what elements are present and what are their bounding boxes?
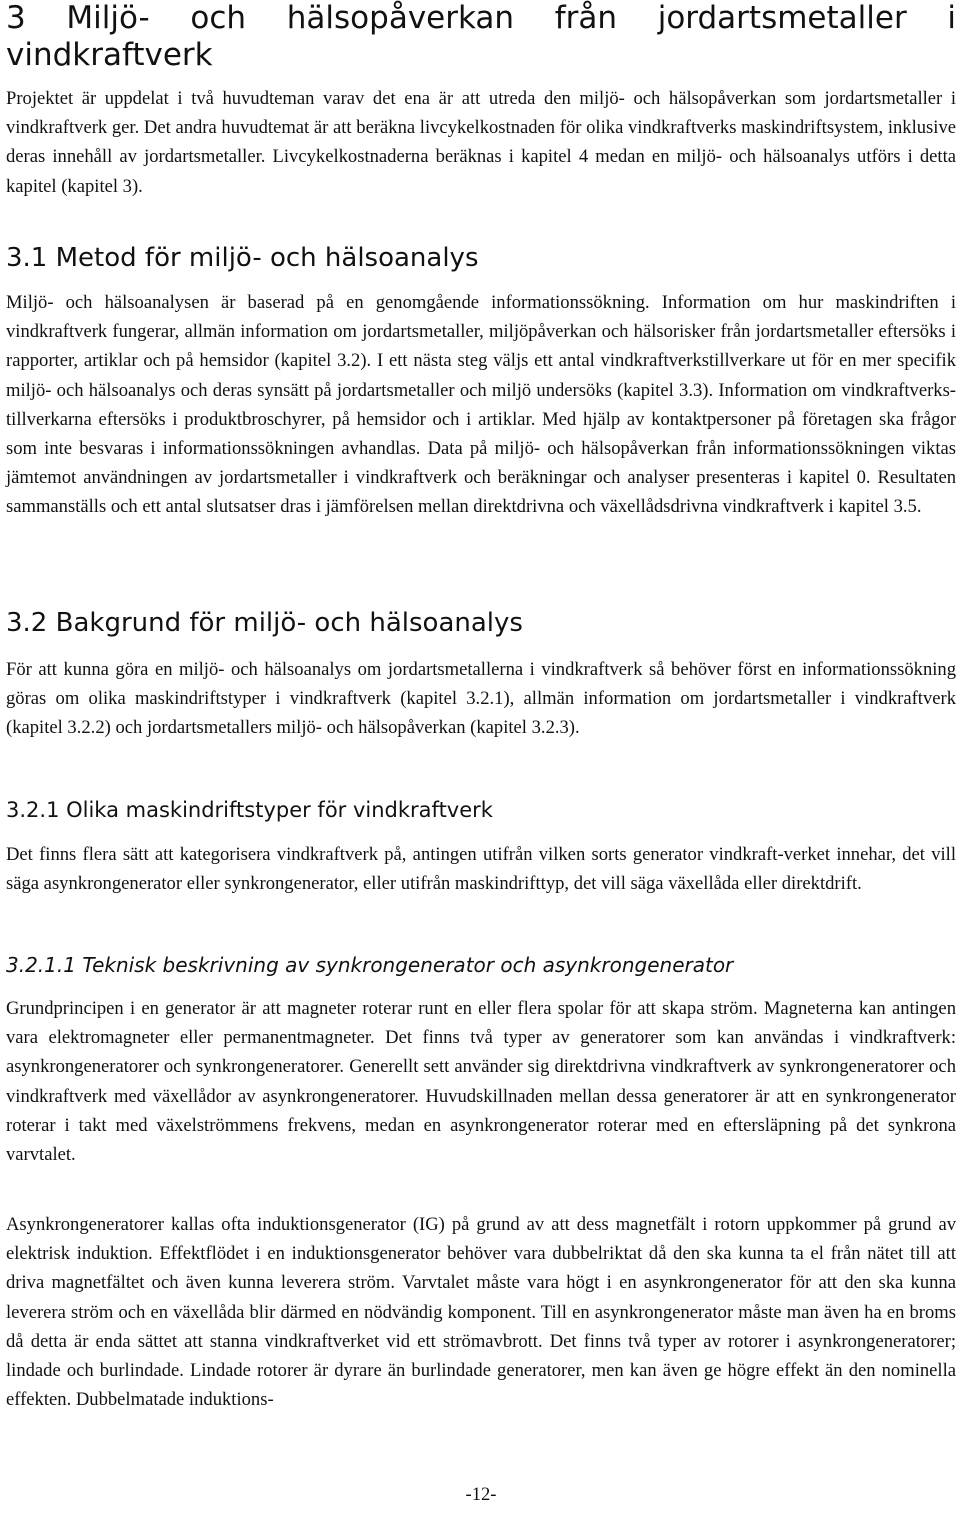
section-3-2-paragraph: För att kunna göra en miljö- och hälsoanalys om jordartsmetallerna i vindkraftverk så behöver först en informationssökning göras om olika maskindriftstyper i vindkraftverk (kapitel 3.2.1), allmän information om jordartsmetaller i vindkraftverk (kapitel 3.2.2) och jordartsmetallers miljö- och hälsopåverkan (kapitel 3.2.3). [6,659,956,739]
section-3-1-paragraph: Miljö- och hälsoanalysen är baserad på en genomgående informationssökning. Information om hur maskindriften i vindkraftverk fungerar, allmän information om jordartsmetaller, miljöpåverkan och hälsorisker från jordartsmetaller eftersöks i rapporter, artiklar och på hemsidor (kapitel 3.2). I ett nästa steg väljs ett antal vindkraftverkstillverkare ut för en mer specifik miljö- och hälsoanalys och deras synsätt på jordartsmetaller och miljö undersöks (kapitel 3.3). Information om vindkraftverks-tillverkarna eftersöks i produktbroschyrer, på hemsidor och i artiklar. Med hjälp av kontaktpersoner på företagen ska frågor som inte besvaras i informationssökningen avhandlas. Data på miljö- och hälsopåverkan från informationssökningen viktas jämtemot användningen av jordartsmetaller i vindkraftverk och beräkningar och analyser presenteras i kapitel 0. Resultaten sammanställs och ett antal slutsatser dras i jämförelsen mellan direktdrivna och växellådsdrivna vindkraftverk i kapitel 3.5. [6,292,956,518]
section-3-2-1-1-paragraph-1: Grundprincipen i en generator är att magneter roterar runt en eller flera spolar för att skapa ström. Magneterna kan antingen vara elektromagneter eller permanentmagneter. Det finns två typer av generatorer som kan användas i vindkraftverk: asynkrongeneratorer och synkrongeneratorer. Generellt sett använder sig direktdrivna vindkraftverk av synkrongeneratorer och vindkraftverk med växellådor av asynkrongeneratorer. Huvudskillnaden mellan dessa generatorer är att en synkrongenerator roterar i takt med växelströmmens frekvens, medan en asynkrongenerator roterar med en eftersläpning på det synkrona varvtalet. [6,998,956,1166]
section-3-2-1-heading: 3.2.1 Olika maskindriftstyper för vindkraftverk [6,798,493,822]
section-3-2-1-1-paragraph-2: Asynkrongeneratorer kallas ofta induktionsgenerator (IG) på grund av att dess magnetfält i rotorn uppkommer på grund av elektrisk induktion. Effektflödet i en induktionsgenerator behöver vara dubbelriktat då den ska kunna ta el från nätet till att driva magnetfältet och även kunna leverera ström. Varvtalet måste vara högt i en asynkrongenerator för att den ska kunna leverera ström och en växellåda blir därmed en nödvändig komponent. Till en asynkrongenerator måste man även ha en broms då detta är enda sättet att stanna vindkraftverket vid ett strömavbrott. Det finns två typer av rotorer i asynkrongeneratorer; lindade och burlindade. Lindade rotorer är dyrare än burlindade generatorer, men kan även ge högre effekt än den nominella effekten. Dubbelmatade induktions- [6,1214,956,1411]
intro-paragraph: Projektet är uppdelat i två huvudteman varav det ena är att utreda den miljö- och hälsopåverkan som jordartsmetaller i vindkraftverk ger. Det andra huvudtemat är att beräkna livcykelkostnaden för olika vindkraftverks maskindriftsystem, inklusive deras innehåll av jordartsmetaller. Livcykelkostnaderna beräknas i kapitel 4 medan en miljö- och hälsoanalys utförs i detta kapitel (kapitel 3). [6,88,956,197]
section-3-2-1-paragraph: Det finns flera sätt att kategorisera vindkraftverk på, antingen utifrån vilken sorts generator vindkraft-verket innehar, det vill säga asynkrongenerator eller synkrongenerator, eller utifrån maskindrifttyp, det vill säga växellåda eller direktdrift. [6,844,956,895]
section-3-2-1-1-heading: 3.2.1.1 Teknisk beskrivning av synkrongenerator och asynkrongenerator [6,953,734,977]
section-3-1-heading: 3.1 Metod för miljö- och hälsoanalys [6,243,479,273]
chapter-heading: 3 Miljö- och hälsopåverkan från jordartsmetaller i vindkraftverk [6,0,956,73]
section-3-2-heading: 3.2 Bakgrund för miljö- och hälsoanalys [6,608,523,638]
page-number: -12- [465,1484,497,1505]
